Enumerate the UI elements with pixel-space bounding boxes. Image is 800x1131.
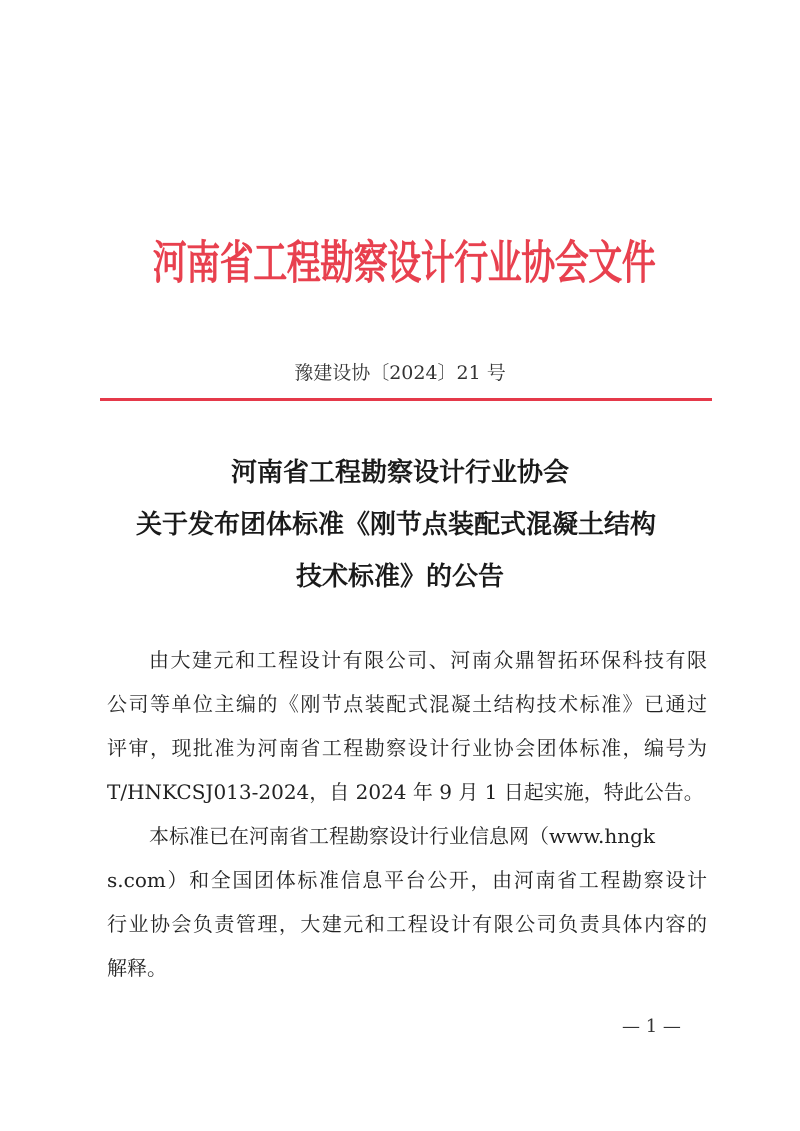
body-line: 本标准已在河南省工程勘察设计行业信息网（www.hngk: [149, 824, 656, 848]
body-line: 公司等单位主编的《刚节点装配式混凝土结构技术标准》已通过: [107, 692, 707, 716]
red-divider: [100, 398, 712, 401]
body-line: 行业协会负责管理，大建元和工程设计有限公司负责具体内容的: [107, 912, 707, 936]
announcement-heading-line-3: 技术标准》的公告: [295, 562, 504, 592]
body-line: s.com）和全国团体标准信息平台公开，由河南省工程勘察设计: [107, 868, 707, 892]
organization-title: 河南省工程勘察设计行业协会文件: [152, 239, 656, 290]
body-line: 由大建元和工程设计有限公司、河南众鼎智拓环保科技有限: [149, 648, 707, 672]
announcement-heading-line-2: 关于发布团体标准《刚节点装配式混凝土结构: [135, 510, 656, 540]
body-line: 评审，现批准为河南省工程勘察设计行业协会团体标准，编号为: [107, 736, 707, 760]
document-number: 豫建设协〔2024〕21 号: [294, 362, 506, 384]
announcement-heading-line-1: 河南省工程勘察设计行业协会: [230, 458, 569, 488]
page-number: — 1 —: [622, 1016, 681, 1037]
body-line: T/HNKCSJ013-2024，自 2024 年 9 月 1 日起实施，特此公告。: [107, 780, 704, 804]
body-line: 解释。: [107, 956, 167, 980]
